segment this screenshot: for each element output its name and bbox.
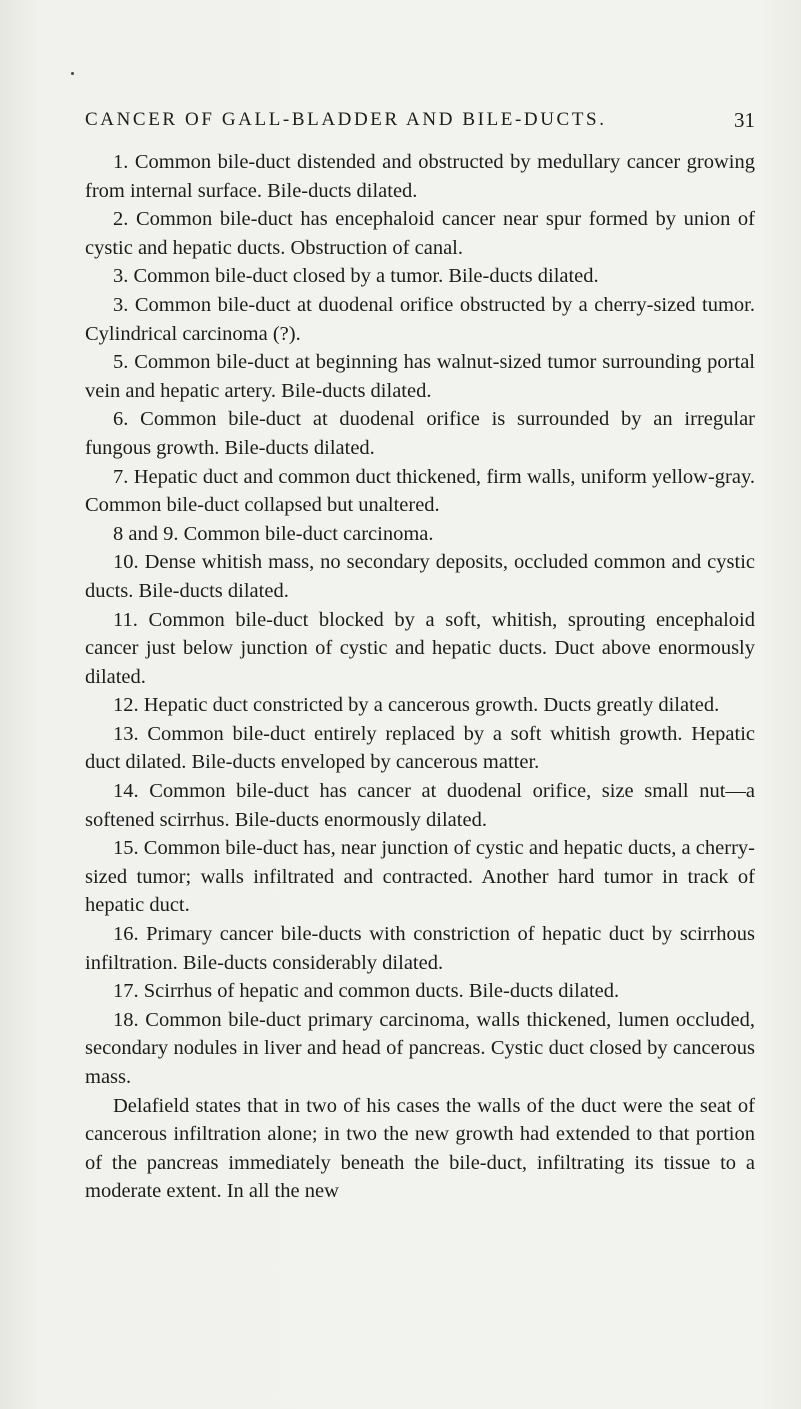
ink-speck	[71, 72, 74, 75]
paragraph-case-6: 6. Common bile-duct at duodenal orifice is surrounded by an irregular fungous growth. Bile-ducts dilated.	[85, 408, 755, 459]
running-head	[85, 105, 755, 135]
running-title: CANCER OF GALL-BLADDER AND BILE-DUCTS.	[85, 109, 607, 130]
body-text	[85, 148, 755, 1206]
paragraph-case-1: 1. Common bile-duct distended and obstructed by medullary cancer growing from internal surface. Bile-ducts dilated.	[85, 151, 755, 202]
paragraph-case-7: 7. Hepatic duct and common duct thickened, firm walls, uniform yellow-gray. Common bile-duct collapsed but unaltered.	[85, 465, 755, 517]
paragraph-case-11: 11. Common bile-duct blocked by a soft, whitish, sprouting encephaloid cancer just below junction of cystic and hepatic ducts. Duct above enormously dilated.	[85, 608, 755, 688]
paragraph-case-12: 12. Hepatic duct constricted by a cancerous growth. Ducts greatly dilated.	[113, 694, 720, 717]
paragraph-case-16: 16. Primary cancer bile-ducts with constriction of hepatic duct by scirrhous infiltration. Bile-ducts considerably dilated.	[85, 923, 755, 974]
paragraph-case-2: 2. Common bile-duct has encephaloid cancer near spur formed by union of cystic and hepatic ducts. Obstruction of canal.	[85, 208, 755, 259]
paragraph-case-3: 3. Common bile-duct closed by a tumor. Bile-ducts dilated.	[113, 265, 599, 288]
paragraph-case-18: 18. Common bile-duct primary carcinoma, walls thickened, lumen occluded, secondary nodules in liver and head of pancreas. Cystic duct closed by cancerous mass.	[85, 1008, 755, 1088]
paragraph-case-5: 5. Common bile-duct at beginning has walnut-sized tumor surrounding portal vein and hepatic artery. Bile-ducts dilated.	[85, 351, 755, 402]
paragraph-case-13: 13. Common bile-duct entirely replaced by a soft whitish growth. Hepatic duct dilated. Bile-ducts enveloped by cancerous matter.	[85, 722, 755, 774]
paragraph-case-15: 15. Common bile-duct has, near junction of cystic and hepatic ducts, a cherry-sized tumor; walls infiltrated and contracted. Another hard tumor in track of hepatic duct.	[85, 837, 755, 917]
paragraph-case-14: 14. Common bile-duct has cancer at duodenal orifice, size small nut—a softened scirrhus. Bile-ducts enormously dilated.	[85, 780, 755, 831]
paragraph-case-4: 3. Common bile-duct at duodenal orifice obstructed by a cherry-sized tumor. Cylindrical carcinoma (?).	[85, 293, 755, 345]
paragraph-delafield: Delafield states that in two of his cases the walls of the duct were the seat of cancerous infiltration alone; in two the new growth had extended to that portion of the pancreas immediately beneath the bile-duct, infiltrating its tissue to a moderate extent. In all the new	[85, 1094, 755, 1203]
paragraph-case-8-9: 8 and 9. Common bile-duct carcinoma.	[113, 522, 434, 545]
paragraph-case-17: 17. Scirrhus of hepatic and common ducts. Bile-ducts dilated.	[113, 980, 620, 1003]
paragraph-case-10: 10. Dense whitish mass, no secondary deposits, occluded common and cystic ducts. Bile-ducts dilated.	[85, 551, 755, 602]
page-number: 31	[734, 108, 755, 132]
